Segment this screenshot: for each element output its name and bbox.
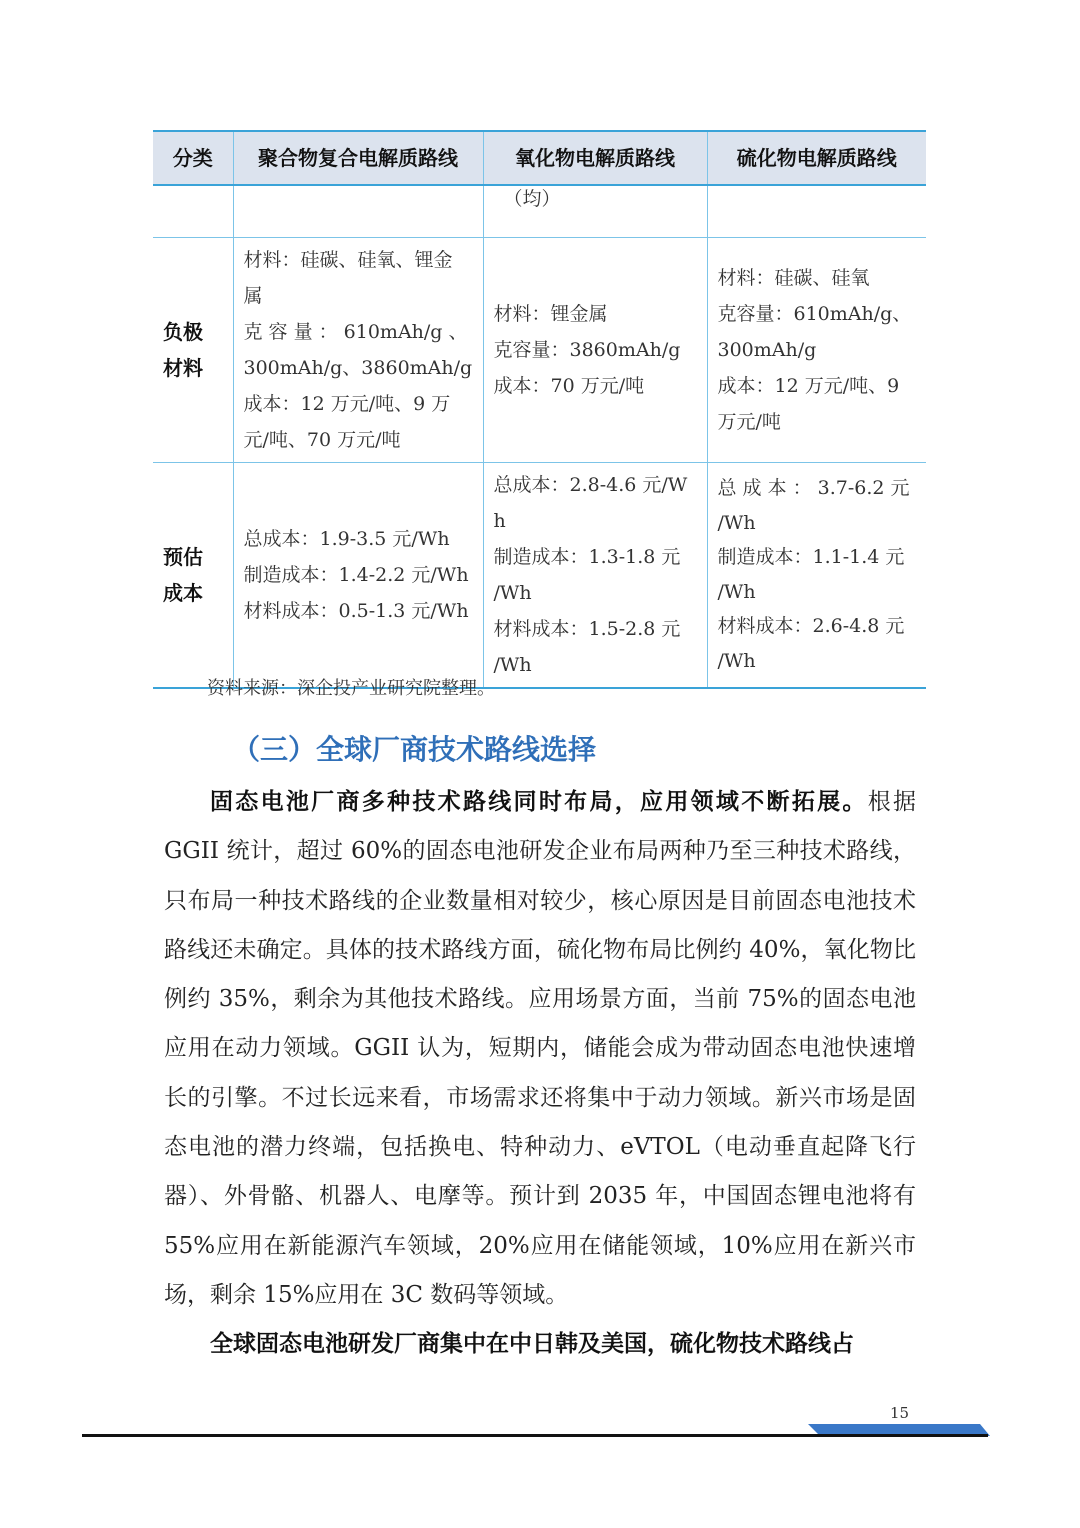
table-header-row <box>153 131 926 185</box>
footer-rule <box>82 1434 988 1437</box>
cell-anode-polymer: 材料：硅碳、硅氧、锂金 属 克 容 量 ： 610mAh/g 、 300mAh/g、3860mAh/g 成本：12 万元/吨、9 万 元/吨、70 万元/吨 <box>233 237 483 462</box>
table-row-anode-material <box>153 237 926 462</box>
continued-sulfide <box>707 185 926 237</box>
row-category-anode: 负极 材料 <box>153 237 233 462</box>
comparison-table <box>153 130 926 689</box>
source-note: 资料来源：深企投产业研究院整理。 <box>207 678 495 699</box>
continued-oxide: （均） <box>483 185 707 237</box>
header-oxide-route: 氧化物电解质路线 <box>483 131 707 185</box>
table-row-continued <box>153 185 926 237</box>
header-polymer-route: 聚合物复合电解质路线 <box>233 131 483 185</box>
body-text <box>164 778 916 1370</box>
cell-anode-oxide: 材料：锂金属 克容量：3860mAh/g 成本：70 万元/吨 <box>483 237 707 462</box>
cell-cost-polymer: 总成本：1.9-3.5 元/Wh 制造成本：1.4-2.2 元/Wh 材料成本：0.5-1.3 元/Wh <box>233 462 483 688</box>
cell-anode-sulfide: 材料：硅碳、硅氧 克容量：610mAh/g、 300mAh/g 成本：12 万元/吨、9 万元/吨 <box>707 237 926 462</box>
paragraph-body: 根据 GGII 统计，超过 60%的固态电池研发企业布局两种乃至三种技术路线，只布局一种技术路线的企业数量相对较少，核心原因是目前固态电池技术路线还未确定。具体的技术路线方面，硫化物布局比例约 40%，氧化物比例约 35%，剩余为其他技术路线。应用场景方面，当前 75%的固态电池应用在动力领域。GGII 认为，短期内，储能会成为带动固态电池快速增长的引擎。不过长远来看，市场需求还将集中于动力领域。新兴市场是固态电池的潜力终端，包括换电、特种动力、eVTOL（电动垂直起降飞行器）、外骨骼、机器人、电摩等。预计到 2035 年，中国固态锂电池将有 55%应用在新能源汽车领域，20%应用在储能领域，10%应用在新兴市场，剩余 15%应用在 3C 数码等领域。 <box>164 789 917 1308</box>
paragraph-lead: 固态电池厂商多种技术路线同时布局，应用领域不断拓展。 <box>210 789 868 815</box>
header-sulfide-route: 硫化物电解质路线 <box>707 131 926 185</box>
continued-polymer <box>233 185 483 237</box>
cell-cost-sulfide: 总 成 本 ： 3.7-6.2 元 /Wh 制造成本：1.1-1.4 元 /Wh 材料成本：2.6-4.8 元 /Wh <box>707 462 926 688</box>
paragraph <box>164 778 916 1320</box>
header-category: 分类 <box>153 131 233 185</box>
section-heading: （三）全球厂商技术路线选择 <box>232 733 597 766</box>
paragraph <box>164 1320 916 1369</box>
page-number: 15 <box>890 1404 910 1422</box>
paragraph-lead: 全球固态电池研发厂商集中在中日韩及美国，硫化物技术路线占 <box>210 1331 854 1358</box>
cell-cost-oxide: 总成本：2.8-4.6 元/Wh 制造成本：1.3-1.8 元 /Wh 材料成本：1.5-2.8 元 /Wh <box>483 462 707 688</box>
row-category-cost: 预估 成本 <box>153 462 233 688</box>
table-row-estimated-cost <box>153 462 926 688</box>
continued-category <box>153 185 233 237</box>
